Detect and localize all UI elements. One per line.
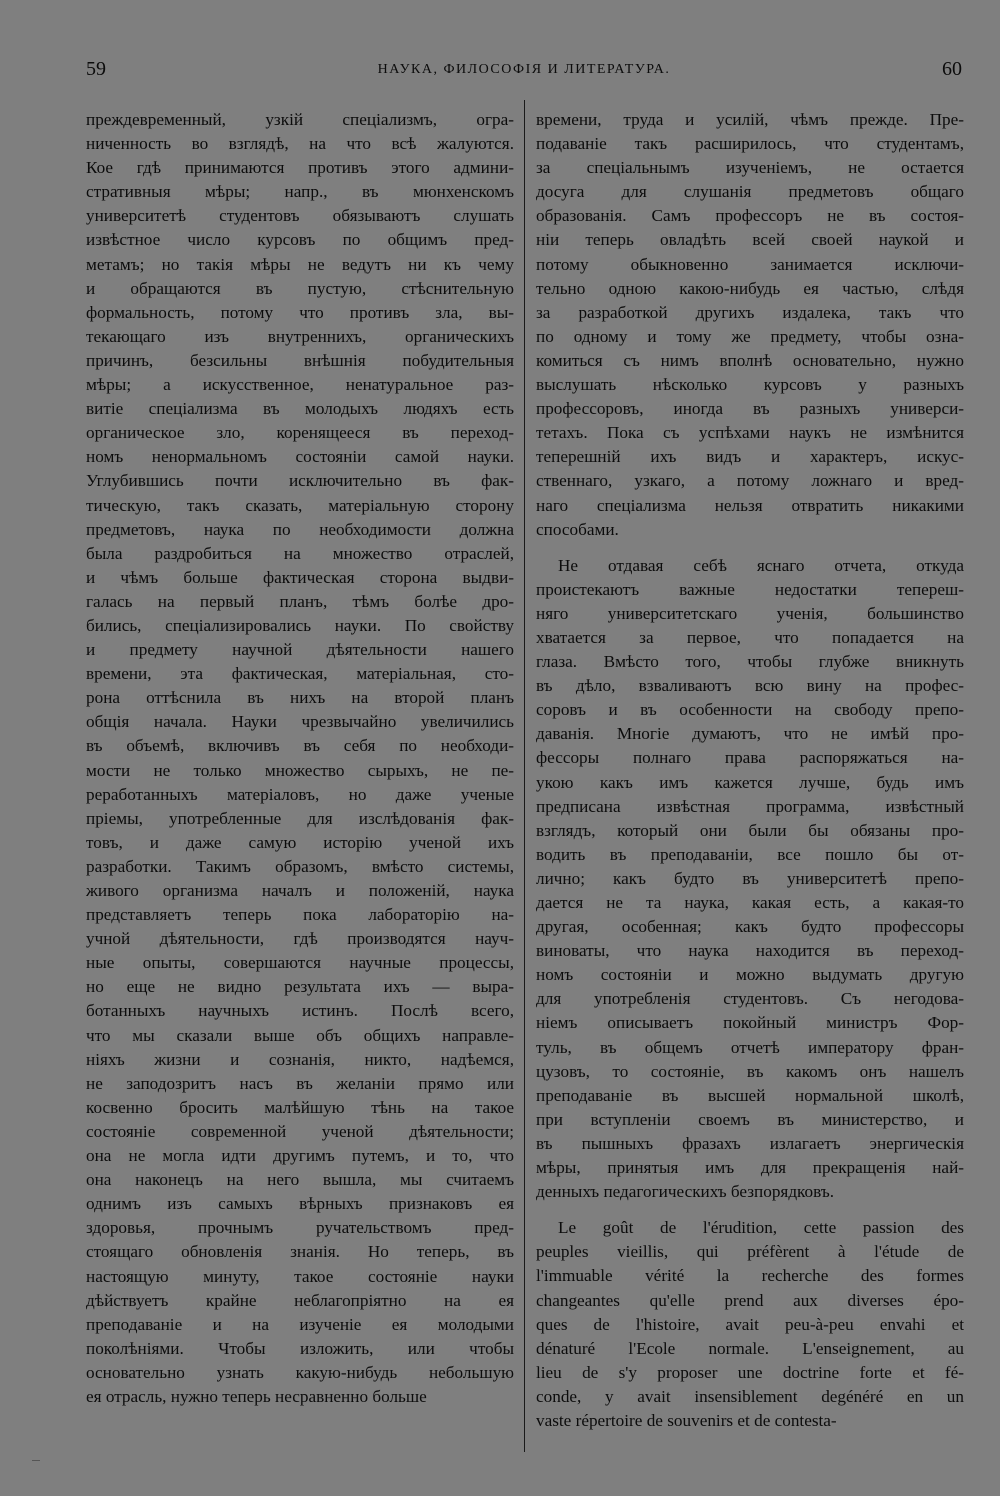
text-line: реработанныхъ матеріаловъ, но даже ученые bbox=[86, 784, 514, 804]
text-line: выслушать нѣсколько курсовъ у разныхъ bbox=[536, 375, 964, 395]
text-line: за разработкой другихъ издалека, такъ что bbox=[536, 302, 964, 322]
column-divider bbox=[524, 100, 525, 1452]
quote-line: l'immuable vérité la recherche des formes bbox=[536, 1266, 964, 1286]
text-line: номъ ненормальномъ состояніи самой науки. bbox=[86, 447, 514, 467]
text-line: тельно одною какою-нибудь ея частью, слѣдя bbox=[536, 278, 964, 298]
text-line: мѣры, принятыя имъ для прекращенія най- bbox=[536, 1158, 964, 1178]
text-line: другая, особенная; какъ будто профессоры bbox=[536, 917, 964, 937]
text-line: галась на первый планъ, тѣмъ болѣе дро- bbox=[86, 591, 514, 611]
text-line: лично; какъ будто въ университетѣ препо- bbox=[536, 868, 964, 888]
text-line: учной дѣятельности, гдѣ производятся науч- bbox=[86, 929, 514, 949]
text-line: состояніе современной ученой дѣятельности; bbox=[86, 1121, 514, 1141]
left-column bbox=[86, 108, 514, 1409]
text-line: разработки. Такимъ образомъ, вмѣсто системы, bbox=[86, 856, 514, 876]
text-line: глаза. Вмѣсто того, чтобы глубже вникнуть bbox=[536, 652, 964, 672]
text-line: рона оттѣснила въ нихъ на второй планъ bbox=[86, 688, 514, 708]
text-line: досуга для слушанія предметовъ общаго bbox=[536, 182, 964, 202]
text-line: по одному и тому же предмету, чтобы озна- bbox=[536, 326, 964, 346]
text-line: водить въ преподаваніи, все пошло бы от- bbox=[536, 844, 964, 864]
text-line: пріемы, употребленные для изслѣдованія фак- bbox=[86, 808, 514, 828]
text-line: ниченность во взглядѣ, на что всѣ жалуются. bbox=[86, 134, 514, 154]
quote-line: ques de l'histoire, avait peu-à-peu envahi et bbox=[536, 1314, 964, 1334]
text-line: въ дѣло, взваливаютъ всю вину на профес- bbox=[536, 676, 964, 696]
text-line: ніи теперь овладѣть всей своей наукой и bbox=[536, 230, 964, 250]
text-line: номъ состояніи и можно выдумать другую bbox=[536, 965, 964, 985]
text-line: основательно узнать какую-нибудь небольшую bbox=[86, 1362, 514, 1382]
text-line: Кое гдѣ принимаются противъ этого админи- bbox=[86, 158, 514, 178]
text-line: денныхъ педагогическихъ безпорядковъ. bbox=[536, 1182, 835, 1202]
text-line: текающаго изъ внутреннихъ, органическихъ bbox=[86, 326, 514, 346]
text-line: въ пышныхъ фразахъ излагаетъ энергическія bbox=[536, 1133, 964, 1153]
text-line: предметовъ, наука по необходимости должна bbox=[86, 519, 514, 539]
quote-line: changeantes qu'elle prend aux diverses épo- bbox=[536, 1290, 964, 1310]
text-line: няго университетскаго ученія, большинство bbox=[536, 603, 964, 623]
text-line: профессоровъ, иногда въ разныхъ универси- bbox=[536, 399, 964, 419]
text-line: бились, спеціализировались науки. По свойству bbox=[86, 615, 514, 635]
text-line: потому обыкновенно занимается исключи- bbox=[536, 254, 964, 274]
text-line: мѣры; а искусственное, ненатуральное раз- bbox=[86, 375, 514, 395]
text-line: стративныя мѣры; напр., въ мюнхенскомъ bbox=[86, 182, 514, 202]
text-line: ніяхъ жизни и сознанія, никто, надѣемся, bbox=[86, 1049, 514, 1069]
text-line: она не могла идти другимъ путемъ, и то, что bbox=[86, 1146, 514, 1166]
text-line: формальность, потому что противъ зла, вы- bbox=[86, 302, 514, 322]
text-line: укою какъ имъ кажется лучше, будь имъ bbox=[536, 772, 964, 792]
running-title: НАУКА, ФИЛОСОФІЯ И ЛИТЕРАТУРА. bbox=[377, 62, 671, 77]
text-line: не заподозритъ насъ въ желаніи прямо или bbox=[86, 1073, 514, 1093]
text-line: Углубившись почти исключительно въ фак- bbox=[86, 471, 514, 491]
text-line: витіе спеціализма въ молодыхъ людяхъ есть bbox=[86, 399, 514, 419]
text-line: товъ, и даже самую исторію ученой ихъ bbox=[86, 832, 514, 852]
text-line: туль, въ общемъ отчетѣ императору фран- bbox=[536, 1037, 964, 1057]
paragraph-gap bbox=[536, 1204, 964, 1216]
text-line: и предмету научной дѣятельности нашего bbox=[86, 640, 514, 660]
page-number-right: 60 bbox=[942, 58, 962, 80]
quote-line: peuples vieillis, qui préfèrent à l'étude de bbox=[536, 1242, 964, 1262]
text-line: извѣстное число курсовъ по общимъ пред- bbox=[86, 230, 514, 250]
text-line: мости не только множество сырыхъ, не пе- bbox=[86, 760, 514, 780]
corner-mark bbox=[32, 1460, 40, 1461]
text-line: но еще не видно результата ихъ — выра- bbox=[86, 977, 514, 997]
text-line: въ объемѣ, включивъ въ себя по необходи- bbox=[86, 736, 514, 756]
text-line: способами. bbox=[536, 519, 619, 539]
text-line: комиться съ нимъ вполнѣ основательно, нужно bbox=[536, 350, 964, 370]
text-line: поколѣніями. Чтобы изложить, или чтобы bbox=[86, 1338, 514, 1358]
right-column bbox=[536, 108, 964, 1433]
text-line: виноваты, что наука находится въ переход- bbox=[536, 941, 964, 961]
text-line: органическое зло, коренящееся въ переход- bbox=[86, 423, 514, 443]
text-line: однимъ изъ самыхъ вѣрныхъ признаковъ ея bbox=[86, 1194, 514, 1214]
text-line: взглядъ, который они были бы обязаны про- bbox=[536, 820, 964, 840]
text-line: даванія. Многіе думаютъ, что не имѣй про- bbox=[536, 724, 964, 744]
text-line: преждевременный, узкій спеціализмъ, огра- bbox=[86, 110, 514, 129]
text-line: фессоры полнаго права распоряжаться на- bbox=[536, 748, 964, 768]
text-line: ботанныхъ научныхъ истинъ. Послѣ всего, bbox=[86, 1001, 514, 1021]
text-line: ніемъ описываетъ покойный министръ Фор- bbox=[536, 1013, 964, 1033]
text-line: времени, эта фактическая, матеріальная, сто- bbox=[86, 664, 514, 684]
text-line: метамъ; но такія мѣры не ведутъ ни къ чему bbox=[86, 254, 514, 274]
text-line: соровъ и въ особенности на свободу препо- bbox=[536, 700, 964, 720]
text-line: университетѣ студентовъ обязываютъ слушать bbox=[86, 206, 514, 226]
text-line: наго спеціализма нельзя отвратить никакими bbox=[536, 495, 964, 515]
text-line: дѣйствуетъ крайне неблагопріятно на ея bbox=[86, 1290, 514, 1310]
text-line: она наконецъ на него вышла, мы считаемъ bbox=[86, 1170, 514, 1190]
text-line: тетахъ. Пока съ успѣхами наукъ не измѣнится bbox=[536, 423, 964, 443]
paragraph-gap bbox=[536, 542, 964, 554]
text-line: косвенно бросить малѣйшую тѣнь на такое bbox=[86, 1097, 514, 1117]
text-line: настоящую минуту, такое состояніе науки bbox=[86, 1266, 514, 1286]
quote-line: vaste répertoire de souvenirs et de contesta- bbox=[536, 1410, 837, 1430]
text-line: и чѣмъ больше фактическая сторона выдви- bbox=[86, 567, 514, 587]
text-line: была раздробиться на множество отраслей, bbox=[86, 543, 514, 563]
text-line: представляетъ теперь пока лабораторію на- bbox=[86, 905, 514, 925]
text-line: общія начала. Науки чрезвычайно увеличились bbox=[86, 712, 514, 732]
text-line: ные опыты, совершаются научные процессы, bbox=[86, 953, 514, 973]
text-line: образованія. Самъ профессоръ не въ состоя- bbox=[536, 206, 964, 226]
quote-line: Le goût de l'érudition, cette passion des bbox=[558, 1218, 964, 1238]
text-line: цузовъ, то состояніе, въ какомъ онъ нашелъ bbox=[536, 1061, 964, 1081]
text-line: подаваніе такъ расширилось, что студентамъ, bbox=[536, 134, 964, 154]
text-line: предписана извѣстная программа, извѣстный bbox=[536, 796, 964, 816]
text-line: преподаваніе и на изученіе ея молодыми bbox=[86, 1314, 514, 1334]
text-line: времени, труда и усилій, чѣмъ прежде. Пре- bbox=[536, 110, 964, 129]
text-line: ея отрасль, нужно теперь несравненно больше bbox=[86, 1386, 427, 1406]
text-line: причинъ, безсильны внѣшнія побудительныя bbox=[86, 350, 514, 370]
text-line: тическую, такъ сказать, матеріальную сторону bbox=[86, 495, 514, 515]
text-line: Не отдавая себѣ яснаго отчета, откуда bbox=[558, 555, 964, 575]
page-number-left: 59 bbox=[86, 58, 106, 80]
page-header bbox=[86, 58, 962, 88]
text-line: здоровья, прочнымъ ручательствомъ пред- bbox=[86, 1218, 514, 1238]
text-line: преподаваніе въ высшей нормальной школѣ, bbox=[536, 1085, 964, 1105]
quote-line: dénaturé l'Ecole normale. L'enseignement, au bbox=[536, 1338, 964, 1358]
text-line: проистекаютъ важные недостатки теперeш- bbox=[536, 579, 964, 599]
text-line: и обращаются въ пустую, стѣснительную bbox=[86, 278, 514, 298]
text-line: за спеціальнымъ изученіемъ, не остается bbox=[536, 158, 964, 178]
text-line: что мы сказали выше объ общихъ направле- bbox=[86, 1025, 514, 1045]
text-line: для употребленія студентовъ. Съ негодова- bbox=[536, 989, 964, 1009]
text-line: ственнаго, узкаго, а потому ложнаго и вред- bbox=[536, 471, 964, 491]
quote-line: lieu de s'y proposer une doctrine forte et fé- bbox=[536, 1362, 964, 1382]
text-line: теперешній ихъ видъ и характеръ, искус- bbox=[536, 447, 964, 467]
text-line: при вступленіи своемъ въ министерство, и bbox=[536, 1109, 964, 1129]
text-line: дается не та наука, какая есть, а какая-то bbox=[536, 893, 964, 912]
quote-line: conde, y avait insensiblement degénéré en un bbox=[536, 1386, 964, 1406]
text-line: хватается за первое, что попадается на bbox=[536, 627, 964, 647]
text-line: стоящаго обновленія знанія. Но теперь, въ bbox=[86, 1242, 514, 1262]
text-line: живого организма началъ и положеній, наука bbox=[86, 881, 514, 900]
